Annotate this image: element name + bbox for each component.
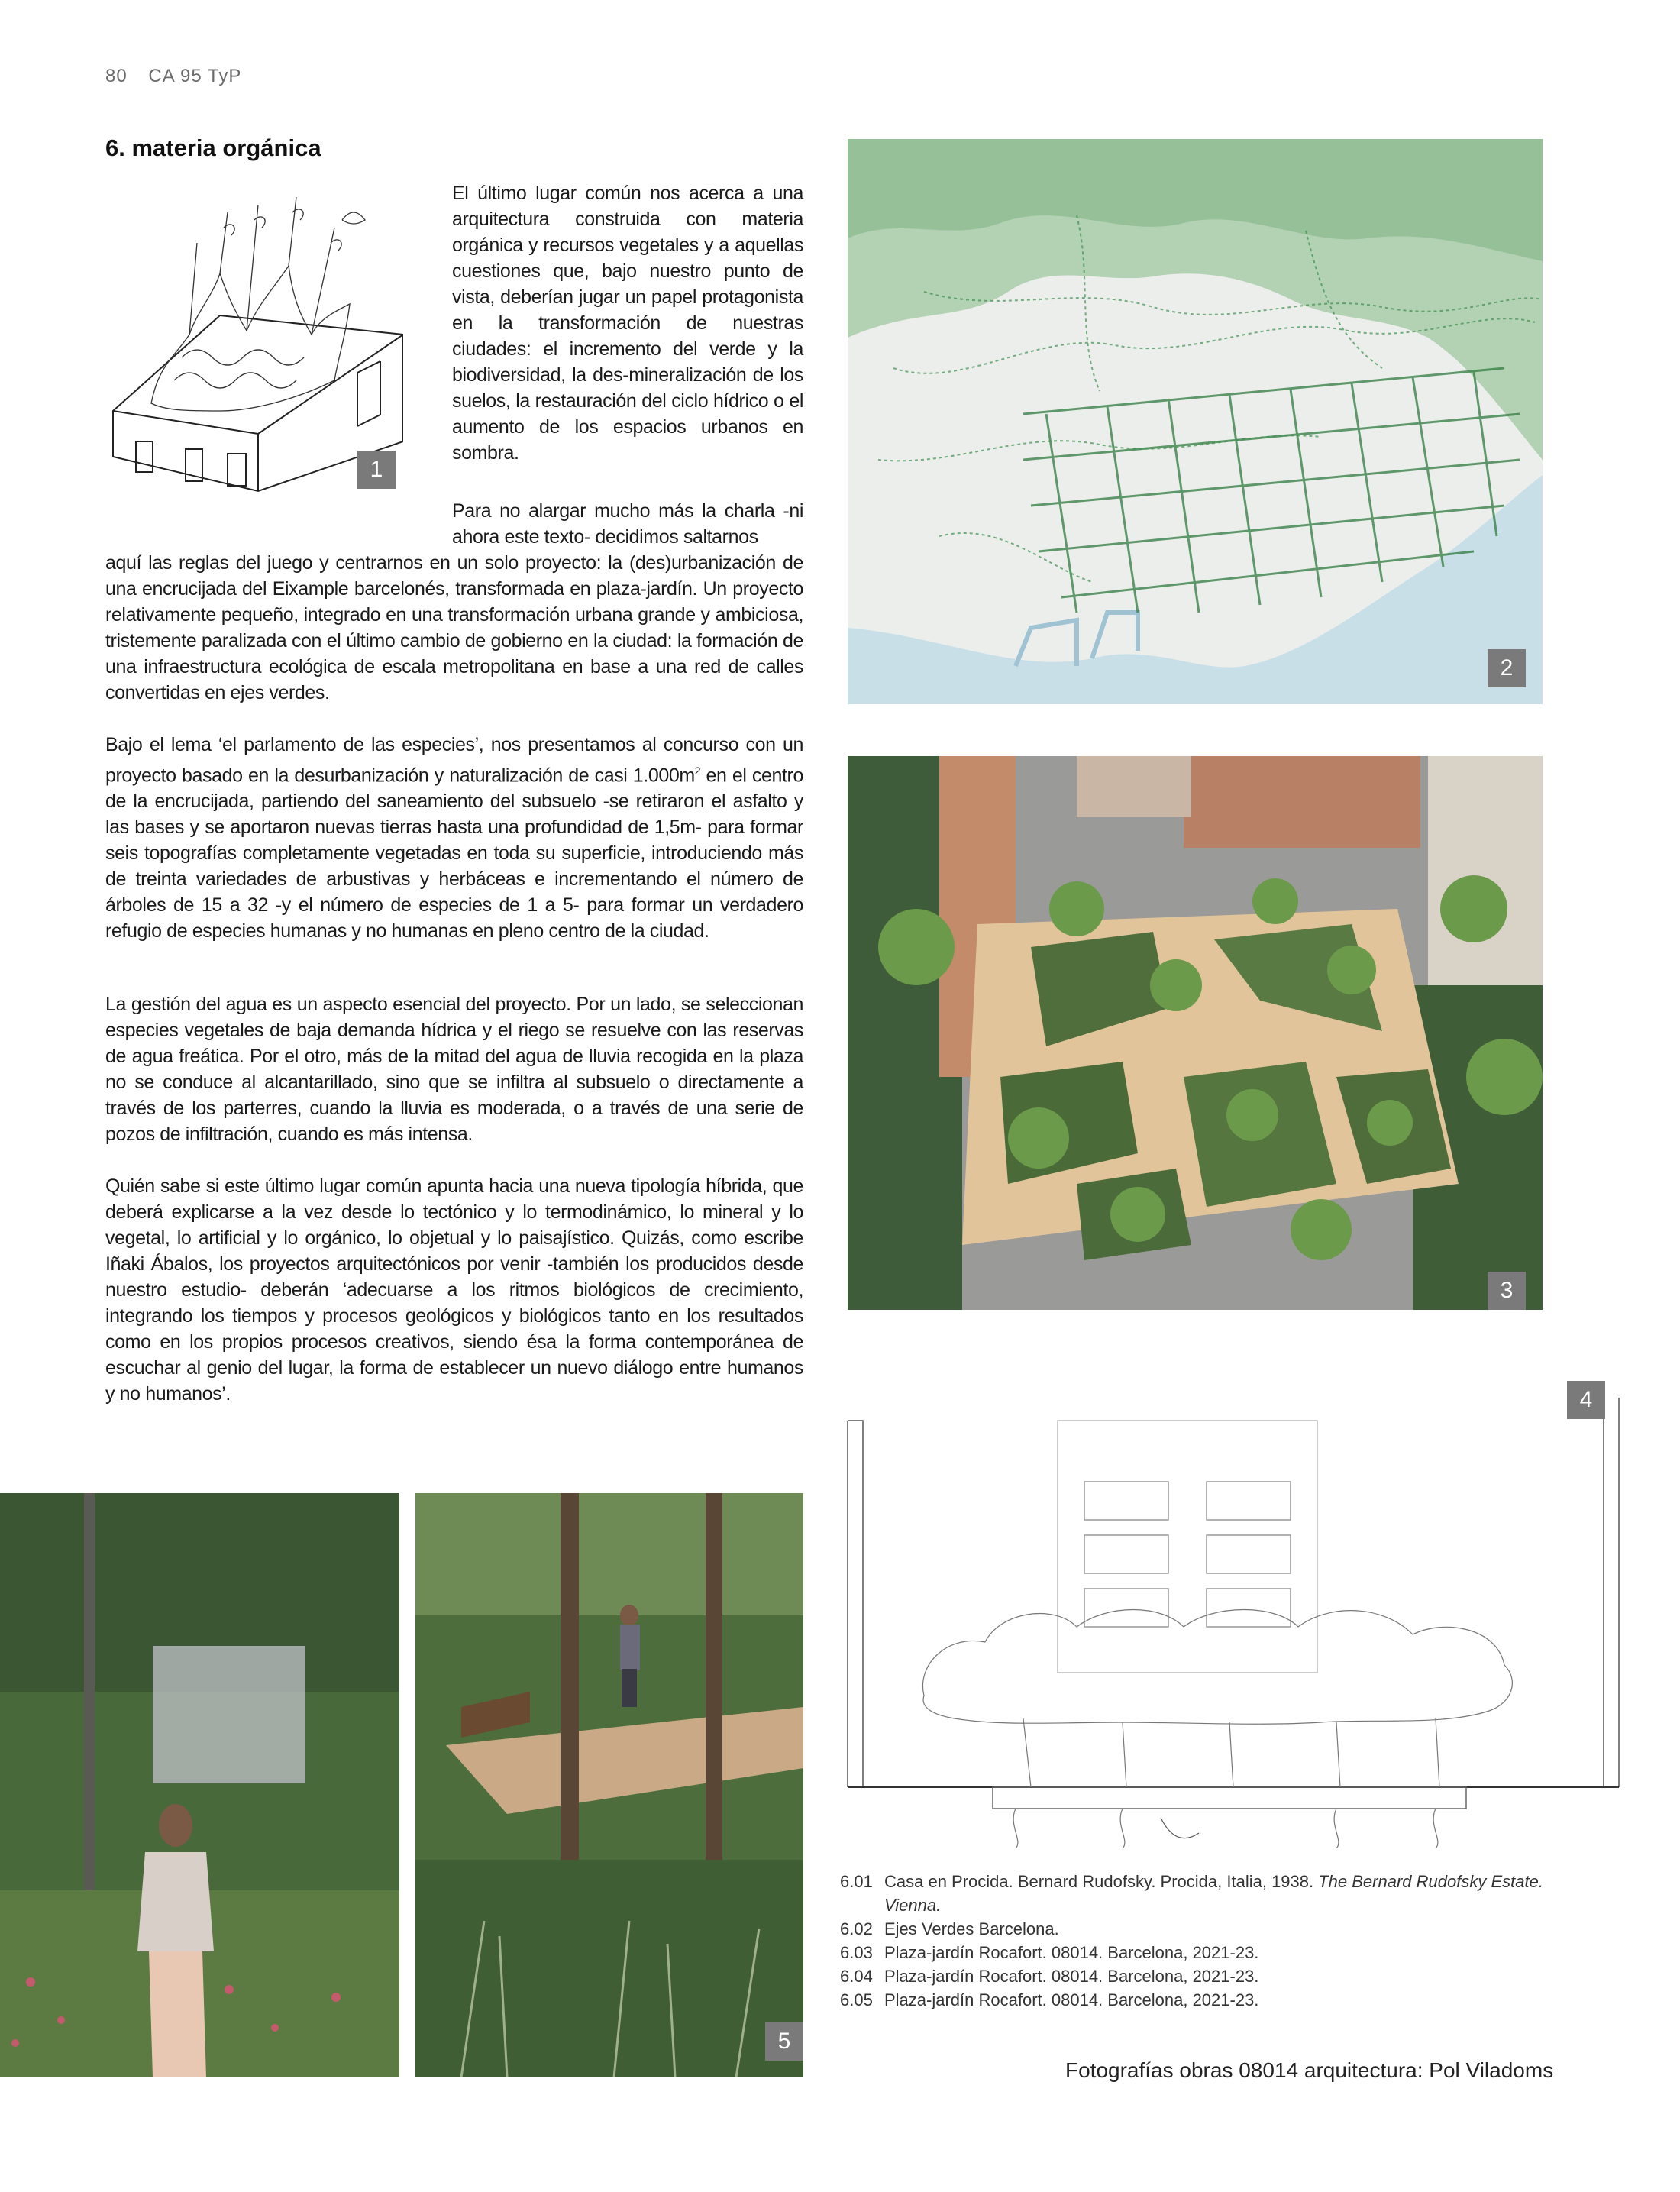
barcelona-map-drawing [848,139,1543,704]
caption-number: 6.04 [840,1967,873,1986]
figure-badge-3: 3 [1488,1272,1526,1310]
caption-text: Plaza-jardín Rocafort. 08014. Barcelona, 2021-23. [884,1943,1259,1962]
paragraph-3-text-b: en el centro de la encrucijada, partiendo del saneamiento del subsuelo -se retiraron el asfalto y las bases y se aportaron nuevas tierras hasta una profundidad de 1,5m- para formar seis topografías completamente vegetadas en toda su superficie, introduciendo más de treinta variedades de arbustivas y herbáceas e incrementando el número de árboles de 15 a 32 -y el número de especies de 1 a 5- para formar un verdadero refugio de especies humanas y no humanas en pleno centro de la ciudad. [105,765,803,942]
caption-text [884,1870,1604,1917]
caption-number: 6.03 [840,1943,873,1962]
caption-text: Ejes Verdes Barcelona. [884,1919,1059,1938]
caption-number: 6.01 [840,1872,873,1891]
paragraph-4: La gestión del agua es un aspecto esencial del proyecto. Por un lado, se seleccionan especies vegetales de baja demanda hídrica y el riego se resuelve con las reservas de agua freática. Por el otro, más de la mitad del agua de lluvia recogida en la plaza no se conduce al alcantarillado, sino que se infiltra al subsuelo o directamente a través de los parterres, cuando la lluvia es moderada, o a través de una serie de pozos de infiltración, cuando es más intensa. [105,994,803,1145]
page-number: 80 [105,66,128,86]
paragraph-3 [105,732,803,944]
figure-5-right-photo [415,1493,803,2077]
figure-1-sketch [105,182,403,493]
caption-text-italic: The Bernard Rudofsky Estate. Vienna. [884,1872,1543,1915]
caption-row [840,1941,1604,1964]
paragraph-2-start: Para no alargar mucho más la charla -ni ahora este texto- decidimos saltarnos [452,500,803,548]
figure-4-section-drawing [832,1375,1642,1848]
publication-name: CA 95 TyP [148,66,242,86]
paragraph-3-text-a: Bajo el lema ‘el parlamento de las especies’, nos presentamos al concurso con un proyecto basado en la desurbanización y naturalización de casi 1.000m [105,734,803,787]
figure-captions [840,1870,1604,2012]
caption-text-plain: Casa en Procida. Bernard Rudofsky. Procida, Italia, 1938. [884,1872,1319,1891]
paragraph-5: Quién sabe si este último lugar común apunta hacia una nueva tipología híbrida, que deberá explicarse a la vez desde lo tectónico y lo termodinámico, lo mineral y lo vegetal, lo artificial y lo orgánico, lo objetual y lo paisajístico. Quizás, como escribe Iñaki Ábalos, los proyectos arquitectónicos por venir -también los producidos desde nuestro estudio- deberán ‘adecuarse a los ritmos biológicos de crecimiento, integrando los tiempos y procesos geológicos y biológicos tanto en los resultados como en los propios procesos creativos, siendo ésa la forma contemporánea de escuchar al genio del lugar, la forma de establecer un nuevo diálogo entre humanos y no humanos’. [105,1175,803,1405]
figure-badge-4: 4 [1567,1381,1605,1419]
caption-row [840,1988,1604,2012]
figure-badge-2: 2 [1488,649,1526,687]
caption-number: 6.02 [840,1919,873,1938]
running-header [105,66,241,87]
paragraph-1: El último lugar común nos acerca a una arquitectura construida con materia orgánica y recursos vegetales y a aquellas cuestiones que, bajo nuestro punto de vista, deberían jugar un papel protagonista en la transformación de nuestras ciudades: el incremento del verde y la biodiversidad, la des-mineralización de los suelos, la restauración del ciclo hídrico o el aumento de los espacios urbanos en sombra. [452,183,803,464]
figure-5-left-photo [0,1493,399,2077]
caption-row [840,1964,1604,1988]
caption-number: 6.05 [840,1990,873,2009]
photo-credit: Fotografías obras 08014 arquitectura: Pol Viladoms [1065,2058,1554,2082]
figure-3-aerial-plaza-photo [848,756,1543,1310]
garden-woman-photo-drawing [0,1493,399,2077]
paragraph-3-superscript: 2 [694,765,701,777]
figure-badge-1: 1 [357,451,396,489]
figure-2-green-axes-map [848,139,1543,704]
caption-row [840,1870,1604,1917]
paragraph-2-rest: aquí las reglas del juego y centrarnos en un solo proyecto: la (des)urbanización de una encrucijada del Eixample barcelonés, transformada en plaza-jardín. Un proyecto relativamente pequeño, integrado en una transformación urbana grande y ambiciosa, tristemente paralizada con el último cambio de gobierno en la ciudad: la formación de una infraestructura ecológica de escala metropolitana en base a una red de calles convertidas en ejes verdes. [105,552,803,703]
caption-text: Plaza-jardín Rocafort. 08014. Barcelona, 2021-23. [884,1990,1259,2009]
aerial-plaza-drawing [848,756,1543,1310]
caption-row [840,1917,1604,1941]
house-sketch-drawing [105,182,403,493]
figure-badge-5: 5 [765,2022,803,2061]
section-title: 6. materia orgánica [105,134,321,161]
garden-path-photo-drawing [415,1493,803,2077]
caption-text: Plaza-jardín Rocafort. 08014. Barcelona, 2021-23. [884,1967,1259,1986]
plaza-section-drawing [832,1375,1642,1848]
